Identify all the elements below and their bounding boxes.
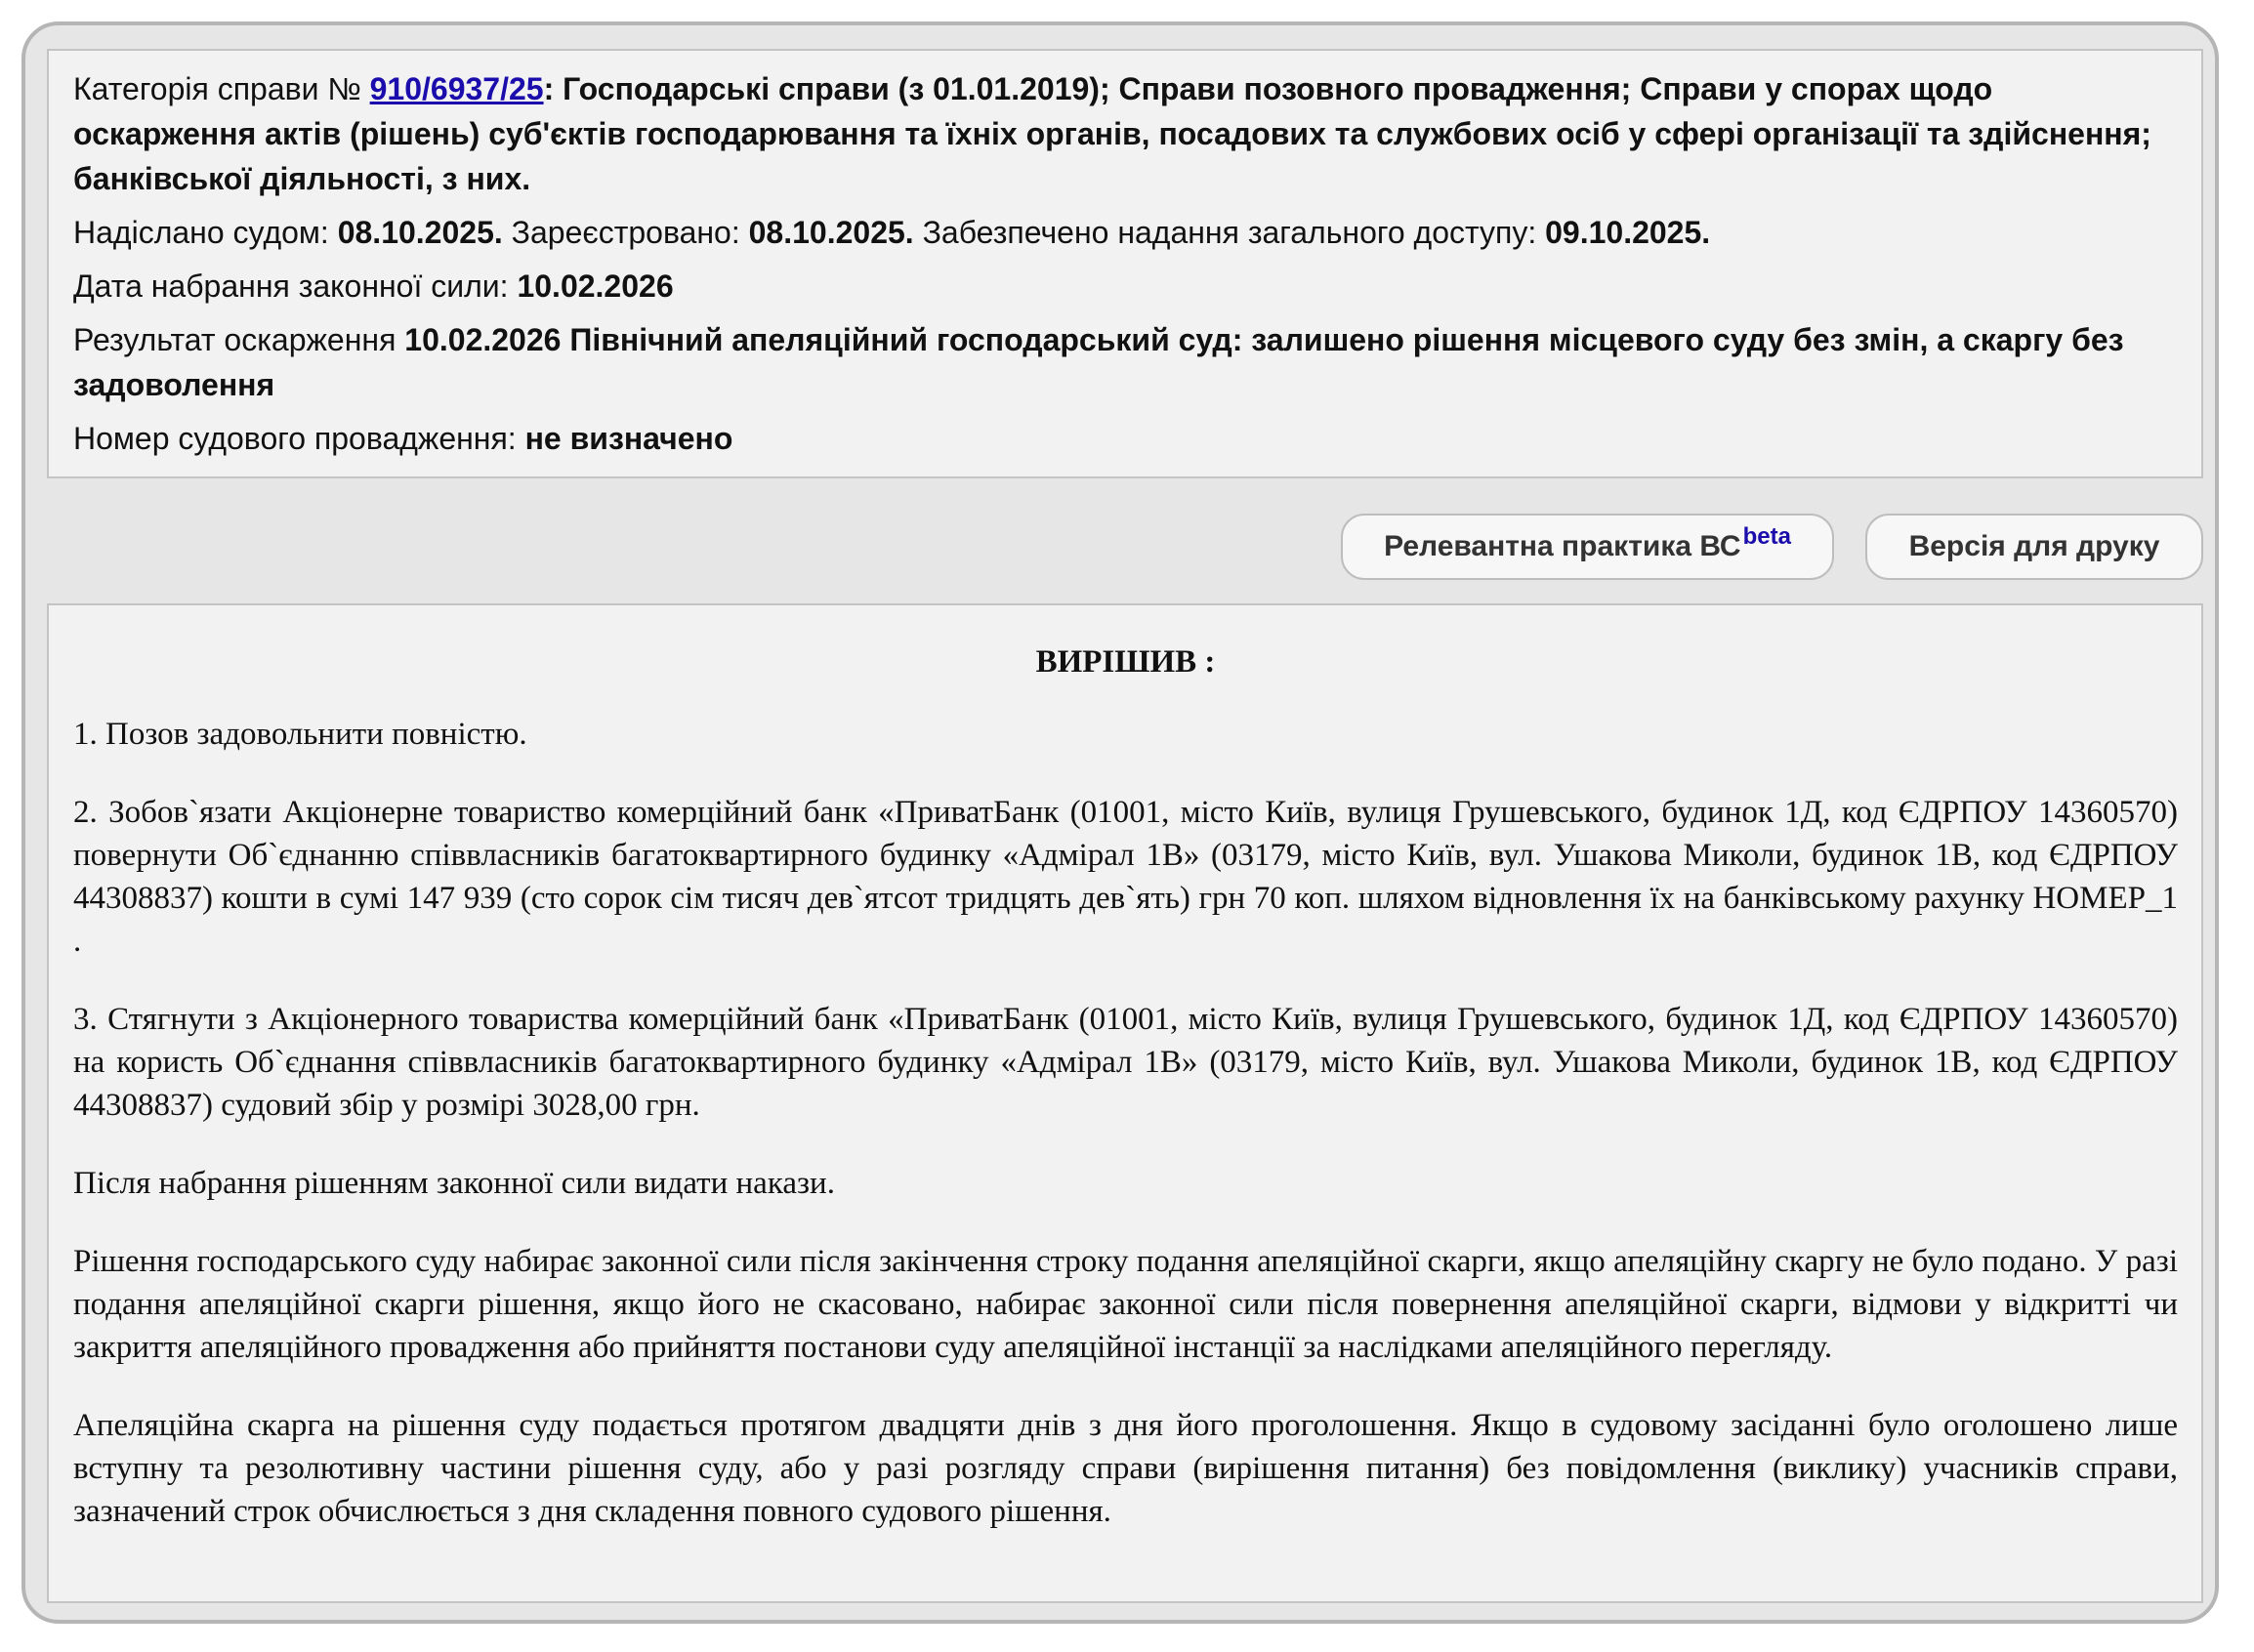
registered-date: 08.10.2025. (748, 215, 914, 250)
relevant-practice-button[interactable] (1341, 514, 1834, 580)
appeal-label: Результат оскарження (73, 322, 405, 357)
proceeding-value: не визначено (524, 421, 733, 456)
decision-paragraph: Рішення господарського суду набирає законної сили після закінчення строку подання апеляційної скарги, якщо апеляційну скаргу не було подано. У разі подання апеляційної скарги рішення, якщо його не скасовано, набирає законної сили після повернення апеляційної скарги, відмови у відкритті чи закриття апеляційного провадження або прийняття постанови суду апеляційної інстанції за наслідками апеляційного перегляду. (73, 1244, 2178, 1365)
effective-date: 10.02.2026 (517, 268, 674, 304)
decision-paragraph: Після набрання рішенням законної сили видати накази. (73, 1166, 835, 1201)
case-category (73, 66, 2178, 201)
sent-date: 08.10.2025. (337, 215, 503, 250)
decision-heading: ВИРІШИВ : (1035, 644, 1216, 680)
appeal-result-line (73, 317, 2178, 407)
registered-label: Зареєстровано: (502, 215, 749, 250)
proceeding-line (73, 416, 2178, 461)
decision-paragraph: 3. Стягнути з Акціонерного товариства комерційний банк «ПриватБанк (01001, місто Київ, вулиця Грушевського, будинок 1Д, код ЄДРПОУ 14360570) на користь Об`єднання співвласників багатоквартирного будинку «Адмірал 1В» (03179, місто Київ, вул. Ушакова Миколи, будинок 1В, код ЄДРПОУ 44308837) судовий збір у розмірі 3028,00 грн. (73, 1002, 2178, 1123)
access-label: Забезпечено надання загального доступу: (913, 215, 1546, 250)
decision-paragraph: 1. Позов задовольнити повністю. (73, 717, 527, 752)
effective-label: Дата набрання законної сили: (73, 268, 518, 304)
sent-label: Надіслано судом: (73, 215, 338, 250)
decision-paragraph: 2. Зобов`язати Акціонерне товариство комерційний банк «ПриватБанк (01001, місто Київ, вулиця Грушевського, будинок 1Д, код ЄДРПОУ 14360570) повернути Об`єднанню співвласників багатоквартирного будинку «Адмірал 1В» (03179, місто Київ, вул. Ушакова Миколи, будинок 1В, код ЄДРПОУ 44308837) кошти в сумі 147 939 (сто сорок сім тисяч дев`ятсот тридцять дев`ять) грн 70 коп. шляхом відновлення їх на банківському рахунку НОМЕР_1 . (73, 795, 2178, 959)
print-version-label: Версія для друку (1908, 530, 2160, 562)
case-info-panel (47, 49, 2203, 478)
proceeding-label: Номер судового провадження: (73, 421, 525, 456)
case-dates (73, 210, 2178, 255)
access-date: 09.10.2025. (1545, 215, 1711, 250)
category-text: : Господарські справи (з 01.01.2019); Справи позовного провадження; Справи у спорах щодо оскарження актів (рішень) суб'єктів господарювання та їхніх органів, посадових та службових осіб у сфері організації та здійснення; банківської діяльності, з них. (73, 71, 2151, 196)
print-version-button[interactable] (1865, 514, 2203, 580)
appeal-result: 10.02.2026 Північний апеляційний господарський суд: залишено рішення місцевого суду без змін, а скаргу без задоволення (73, 322, 2124, 402)
category-label: Категорія справи № (73, 71, 370, 106)
decision-text-panel (47, 603, 2203, 1603)
beta-badge: beta (1742, 523, 1791, 550)
decision-paragraph: Апеляційна скарга на рішення суду подається протягом двадцяти днів з дня його проголошення. Якщо в судовому засіданні було оголошено лише вступну та резолютивну частини рішення суду, або у разі розгляду справи (вирішення питання) без повідомлення (виклику) учасників справи, зазначений строк обчислюється з дня складення повного судового рішення. (73, 1408, 2178, 1529)
effective-date-line (73, 264, 2178, 309)
relevant-practice-label: Релевантна практика ВС (1384, 530, 1741, 562)
case-number-link[interactable]: 910/6937/25 (369, 71, 544, 106)
